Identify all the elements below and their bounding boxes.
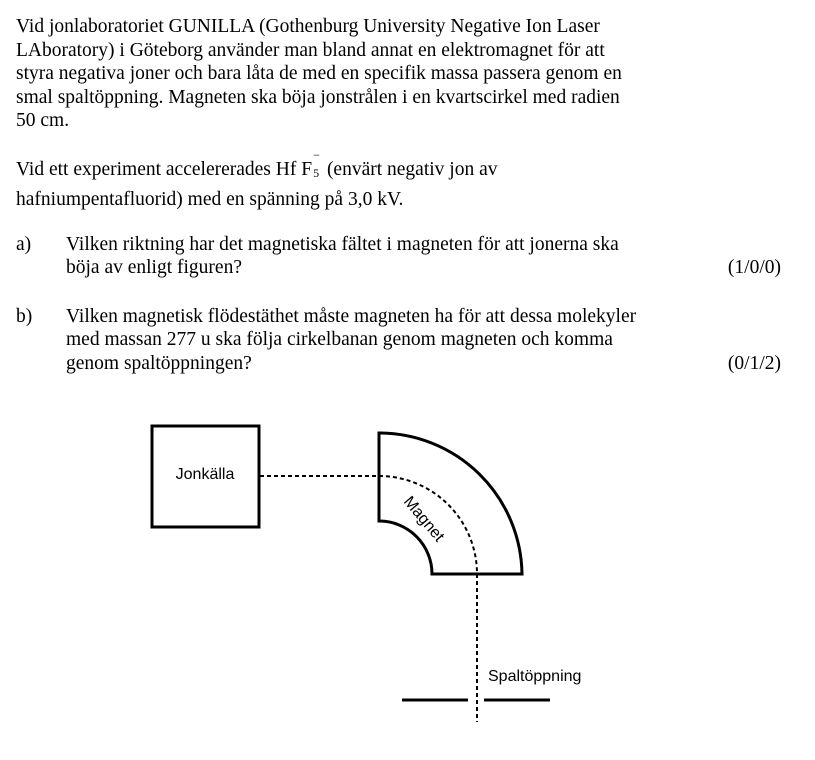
intro-paragraph (16, 15, 781, 133)
intro-line: styra negativa joner och bara låta de med en specifik massa passera genom en (16, 63, 622, 84)
question-points: (1/0/0) (727, 257, 781, 278)
question-text (66, 305, 716, 376)
question-a (16, 233, 781, 280)
question-text (66, 233, 716, 280)
intro-line: Vid jonlaboratoriet GUNILLA (Gothenburg University Negative Ion Laser (16, 16, 600, 37)
question-b (16, 305, 781, 376)
question-line: genom spaltöppningen? (66, 352, 252, 374)
question-points: (0/1/2) (727, 352, 781, 374)
ion-charge: − (313, 148, 320, 162)
question-line: böja av enligt figuren? (66, 257, 242, 278)
ion-indices (312, 148, 322, 180)
ion-base: Hf F (275, 158, 313, 180)
experiment-text-after: (envärt negativ jon av (322, 158, 498, 180)
experiment-paragraph (16, 148, 781, 215)
slit-label: Spaltöppning (488, 668, 582, 685)
question-label: b) (16, 305, 33, 327)
text-content (16, 15, 781, 400)
ion-formula (275, 148, 322, 180)
question-line: Vilken magnetisk flödestäthet måste magneten ha för att dessa molekyler (66, 305, 637, 327)
ion-subscript: 5 (313, 166, 320, 180)
ion-source-label: Jonkälla (175, 466, 235, 483)
experiment-text-before: Vid ett experiment accelererades (16, 158, 276, 180)
experiment-line-1 (16, 148, 781, 185)
question-label: a) (16, 233, 32, 255)
experiment-line-2: hafniumpentafluorid) med en spänning på 3,0 kV. (16, 188, 404, 210)
magnet-diagram (0, 400, 815, 760)
intro-line: 50 cm. (16, 110, 70, 131)
question-line: Vilken riktning har det magnetiska fältet i magneten för att jonerna ska (66, 233, 619, 255)
question-line: med massan 277 u ska följa cirkelbanan genom magneten och komma (66, 329, 613, 350)
intro-line: LAboratory) i Göteborg använder man bland annat en elektromagnet för att (16, 39, 605, 61)
intro-line: smal spaltöppning. Magneten ska böja jonstrålen i en kvartscirkel med radien (16, 86, 620, 108)
magnet-label: Magnet (399, 493, 448, 546)
